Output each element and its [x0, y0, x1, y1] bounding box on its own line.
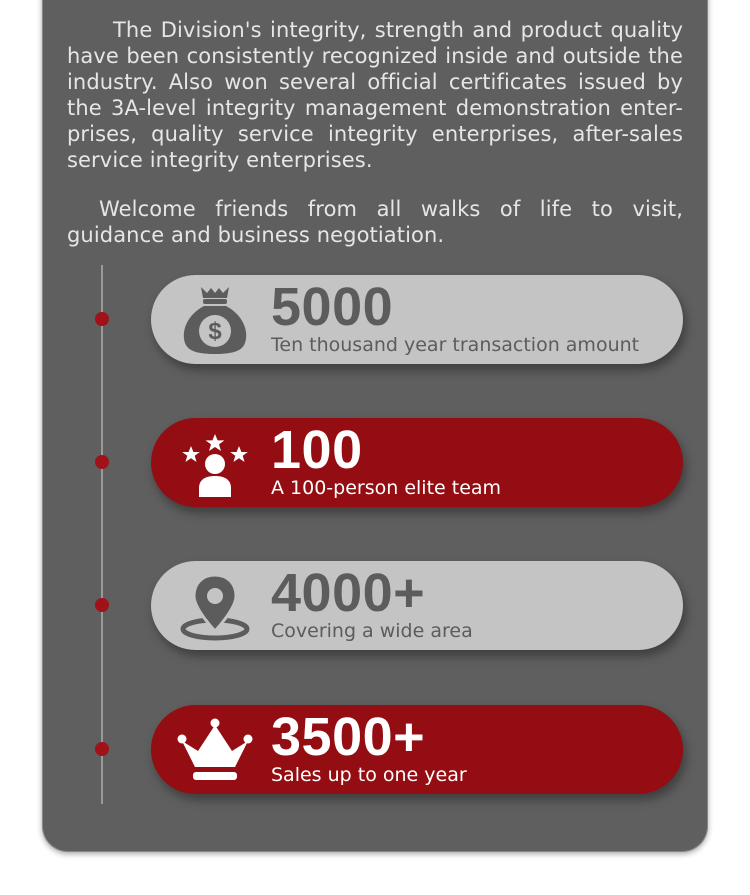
stat-label: Ten thousand year transaction amount — [271, 334, 640, 356]
elite-team-icon — [177, 428, 253, 498]
timeline-dot — [95, 455, 109, 469]
svg-text:$: $ — [208, 318, 222, 345]
crown-icon — [177, 715, 253, 785]
intro-paragraph-integrity: The Division's integrity, strength and product quality have been consistently recognized inside and outside the industry. Also won several official certificates issued by the 3A-level integrity management demonstration enter-prises, quality service integrity enterprises, after-sales service integrity enterprises. — [67, 18, 683, 172]
stat-label: A 100-person elite team — [271, 477, 502, 499]
stat-value: 3500+ — [271, 707, 426, 767]
stat-card-team — [151, 418, 683, 507]
timeline-dot — [95, 742, 109, 756]
intro-paragraph-welcome: Welcome friends from all walks of life to visit, guidance and business negotiation. — [67, 197, 683, 247]
timeline-dot — [95, 598, 109, 612]
stat-card-sales — [151, 705, 683, 794]
stat-value: 100 — [271, 420, 363, 480]
stat-value: 5000 — [271, 277, 394, 337]
stat-label: Covering a wide area — [271, 620, 473, 642]
stat-card-coverage — [151, 561, 683, 650]
timeline-line — [101, 265, 103, 804]
stat-card-transaction — [151, 275, 683, 364]
stat-label: Sales up to one year — [271, 764, 467, 786]
stat-value: 4000+ — [271, 563, 426, 623]
location-pin-icon — [177, 571, 253, 641]
money-bag-icon — [177, 285, 253, 355]
timeline-dot — [95, 312, 109, 326]
